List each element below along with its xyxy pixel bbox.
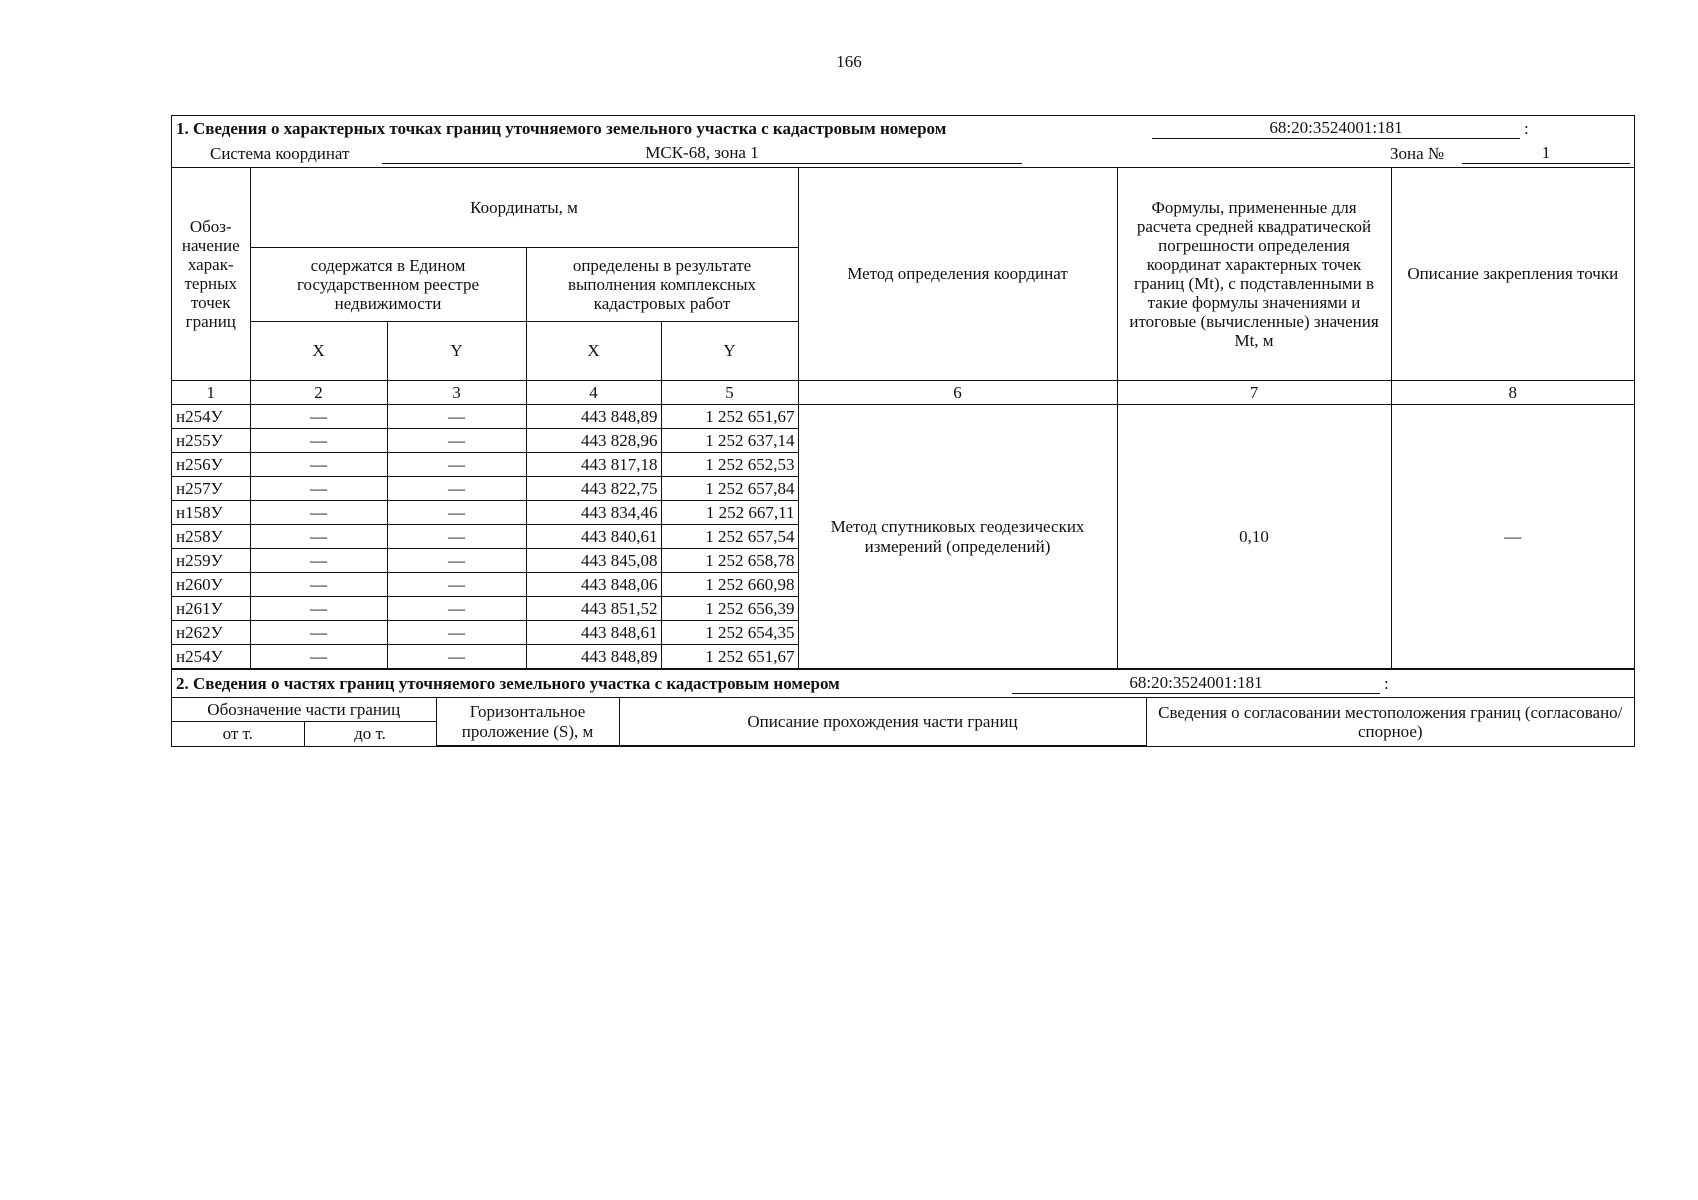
y-egrn: — [387, 549, 526, 573]
section2-title: 2. Сведения о частях границ уточняемого земельного участка с кадастровым номером [176, 673, 840, 693]
x-egrn: — [250, 501, 387, 525]
page-number: 166 [836, 52, 862, 71]
boundary-parts-table [172, 697, 1634, 746]
header-horizontal: Горизонтальное проложение (S), м [436, 698, 619, 746]
header-complex: определены в результате выполнения комплексных кадастровых работ [526, 248, 798, 322]
section1-cadastral-number: 68:20:3524001:181 [1152, 119, 1520, 139]
y-coordinate: 1 252 656,39 [661, 597, 798, 621]
point-id: н158У [172, 501, 250, 525]
point-id: н254У [172, 405, 250, 429]
y-coordinate: 1 252 667,11 [661, 501, 798, 525]
point-id: н259У [172, 549, 250, 573]
y-egrn: — [387, 597, 526, 621]
x-egrn: — [250, 597, 387, 621]
y-egrn: — [387, 453, 526, 477]
header-x-egrn: X [250, 322, 387, 381]
coord-system-row [172, 139, 1634, 167]
y-coordinate: 1 252 651,67 [661, 645, 798, 669]
y-coordinate: 1 252 654,35 [661, 621, 798, 645]
x-coordinate: 443 848,06 [526, 573, 661, 597]
zone-value: 1 [1462, 144, 1630, 164]
x-egrn: — [250, 477, 387, 501]
y-coordinate: 1 252 637,14 [661, 429, 798, 453]
header-x-complex: X [526, 322, 661, 381]
x-coordinate: 443 845,08 [526, 549, 661, 573]
table-row [172, 405, 1634, 429]
x-coordinate: 443 834,46 [526, 501, 661, 525]
y-coordinate: 1 252 651,67 [661, 405, 798, 429]
header-fixing: Описание закрепления точки [1391, 168, 1634, 381]
y-coordinate: 1 252 658,78 [661, 549, 798, 573]
y-coordinate: 1 252 657,84 [661, 477, 798, 501]
x-egrn: — [250, 549, 387, 573]
header-method: Метод определения координат [798, 168, 1117, 381]
x-coordinate: 443 840,61 [526, 525, 661, 549]
y-egrn: — [387, 645, 526, 669]
y-coordinate: 1 252 660,98 [661, 573, 798, 597]
header-coordinates: Координаты, м [250, 168, 798, 248]
col-number-6: 6 [798, 381, 1117, 405]
zone-label: Зона № [1390, 144, 1445, 164]
col-number-2: 2 [250, 381, 387, 405]
header-part-designation: Обозначение части границ [172, 698, 436, 722]
points-table [172, 167, 1634, 669]
y-egrn: — [387, 405, 526, 429]
header-designation: Обоз-начение харак-терных точек границ [172, 168, 250, 381]
x-egrn: — [250, 573, 387, 597]
header-description: Описание прохождения части границ [619, 698, 1146, 746]
point-id: н260У [172, 573, 250, 597]
section2-title-row [172, 669, 1634, 697]
y-coordinate: 1 252 657,54 [661, 525, 798, 549]
x-egrn: — [250, 645, 387, 669]
point-id: н258У [172, 525, 250, 549]
section2-colon: : [1384, 673, 1389, 693]
col-number-8: 8 [1391, 381, 1634, 405]
y-egrn: — [387, 477, 526, 501]
header-y-complex: Y [661, 322, 798, 381]
point-id: н261У [172, 597, 250, 621]
point-id: н255У [172, 429, 250, 453]
y-egrn: — [387, 525, 526, 549]
x-coordinate: 443 848,89 [526, 645, 661, 669]
header-from: от т. [172, 722, 304, 746]
x-egrn: — [250, 453, 387, 477]
x-egrn: — [250, 621, 387, 645]
header-agreement: Сведения о согласовании местоположения границ (согласовано/спорное) [1146, 698, 1634, 746]
coord-system-value: МСК-68, зона 1 [382, 144, 1022, 164]
header-formulas: Формулы, примененные для расчета средней квадратической погрешности определения координат характерных точек границ (Mt), с подставленными в такие формулы значениями и итоговые (вычисленные) значения Mt, м [1117, 168, 1391, 381]
point-id: н262У [172, 621, 250, 645]
y-coordinate: 1 252 652,53 [661, 453, 798, 477]
fixing-value: — [1391, 405, 1634, 669]
x-coordinate: 443 851,52 [526, 597, 661, 621]
x-coordinate: 443 822,75 [526, 477, 661, 501]
header-to: до т. [304, 722, 436, 746]
y-egrn: — [387, 501, 526, 525]
point-id: н256У [172, 453, 250, 477]
section1-title-row [172, 116, 1634, 139]
x-coordinate: 443 848,89 [526, 405, 661, 429]
mt-value: 0,10 [1117, 405, 1391, 669]
coord-system-label: Система координат [210, 144, 350, 164]
col-number-3: 3 [387, 381, 526, 405]
x-egrn: — [250, 525, 387, 549]
y-egrn: — [387, 573, 526, 597]
x-coordinate: 443 848,61 [526, 621, 661, 645]
method-value: Метод спутниковых геодезических измерений (определений) [798, 405, 1117, 669]
x-coordinate: 443 817,18 [526, 453, 661, 477]
point-id: н257У [172, 477, 250, 501]
header-y-egrn: Y [387, 322, 526, 381]
y-egrn: — [387, 429, 526, 453]
points-body [172, 405, 1634, 669]
point-id: н254У [172, 645, 250, 669]
header-egrn: содержатся в Едином государственном реестре недвижимости [250, 248, 526, 322]
y-egrn: — [387, 621, 526, 645]
section2-cadastral-number: 68:20:3524001:181 [1012, 674, 1380, 694]
x-egrn: — [250, 429, 387, 453]
col-number-5: 5 [661, 381, 798, 405]
document-form [171, 115, 1635, 747]
section1-colon: : [1524, 119, 1529, 139]
col-number-7: 7 [1117, 381, 1391, 405]
section1 [171, 115, 1635, 747]
section1-title: 1. Сведения о характерных точках границ уточняемого земельного участка с кадастровым номером [176, 119, 947, 139]
col-number-4: 4 [526, 381, 661, 405]
x-egrn: — [250, 405, 387, 429]
x-coordinate: 443 828,96 [526, 429, 661, 453]
col-number-1: 1 [172, 381, 250, 405]
